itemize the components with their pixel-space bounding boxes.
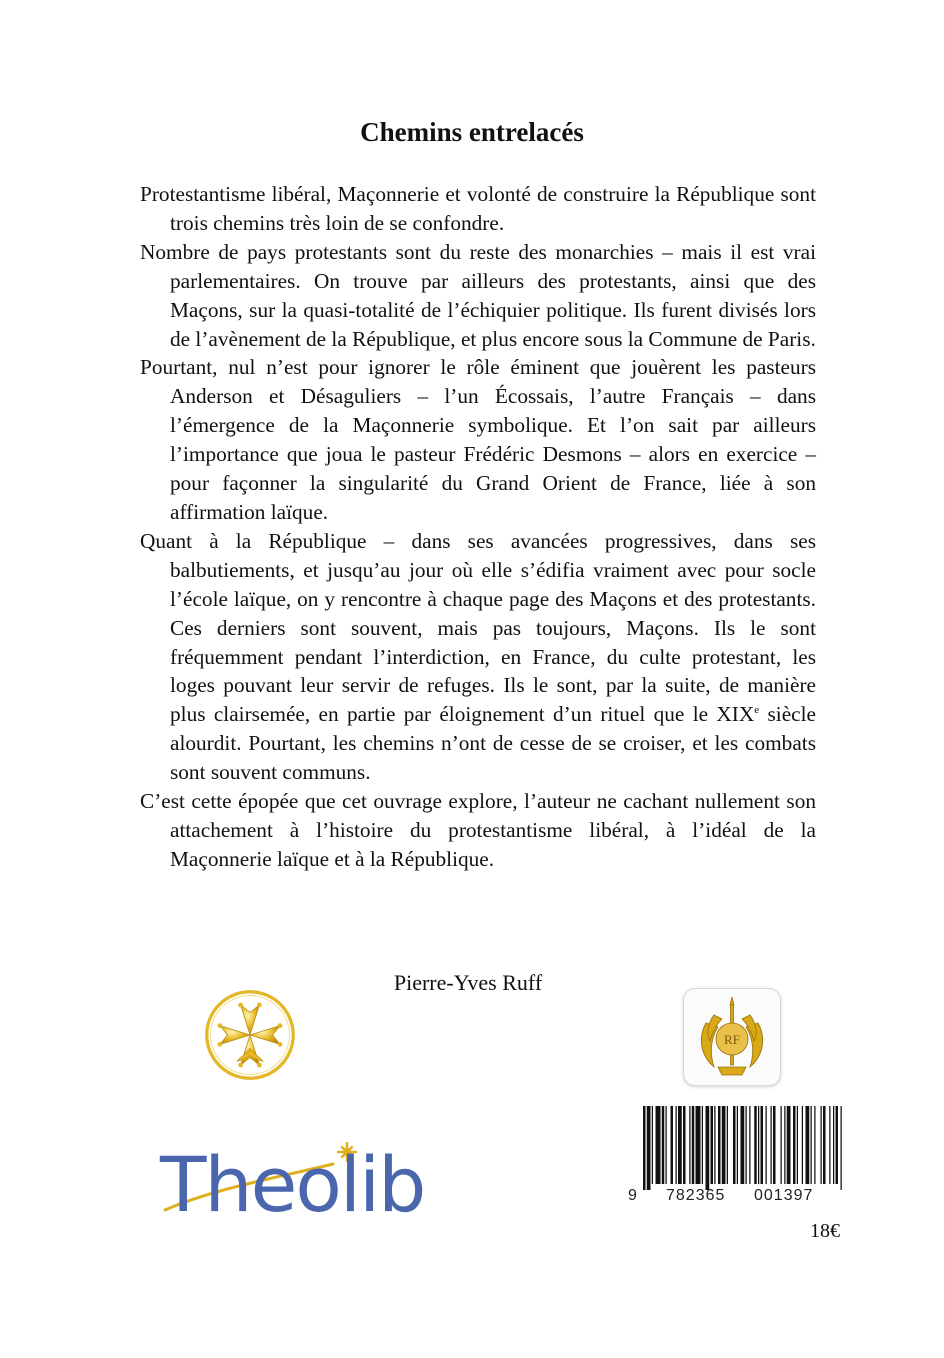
- barcode-first-digit: 9: [628, 1187, 638, 1204]
- barcode-bar: [771, 1106, 772, 1184]
- barcode-bar: [754, 1106, 757, 1184]
- paragraph-4-part-1: Quant à la République – dans ses avancées progressives, dans ses balbutiements, et jusqu’au jour où elle s’édifia vraiment avec pour socle l’école laïque, on y rencontre à chaque page des Maçons et des protestants. Ces derniers sont souvent, mais pas toujours, Maçons. Ils le sont fréquemment pendant l’interdiction, en France, du culte protestant, les loges pouvant leur servir de refuges. Ils le sont, par la suite, de manière plus clairsemée, en partie par éloignement d’un rituel que le: [140, 528, 816, 727]
- barcode-bar: [802, 1106, 803, 1184]
- publisher-logo-text: Theolib: [160, 1140, 425, 1229]
- paragraph-2: Nombre de pays protestants sont du reste des monarchies – mais il est vrai parlementaires. On trouve par ailleurs des protestants, ainsi que des Maçons, sur la quasi-totalité de l’échiquier politique. Ils furent divisés lors de l’avènement de la République, et plus encore sous la Commune de Paris.: [140, 239, 816, 351]
- barcode-bar: [733, 1106, 736, 1184]
- barcode-bar: [718, 1106, 721, 1184]
- barcode-right-digits: 001397: [754, 1187, 814, 1204]
- barcode-bar: [696, 1106, 701, 1184]
- barcode-bar: [683, 1106, 686, 1184]
- barcode-bar: [662, 1106, 665, 1184]
- barcode-bar: [781, 1106, 782, 1184]
- republic-emblem-icon: [692, 993, 772, 1081]
- barcode-bar: [656, 1106, 661, 1184]
- barcode-bar: [678, 1106, 682, 1184]
- barcode-bar: [652, 1106, 653, 1184]
- barcode-bar: [836, 1106, 839, 1184]
- barcode-bar: [823, 1106, 826, 1184]
- barcode-bar: [702, 1106, 703, 1184]
- barcode-bar: [758, 1106, 759, 1184]
- republic-emblem-letters: RF: [724, 1032, 740, 1047]
- price: 18€: [810, 1220, 840, 1242]
- barcode-bar: [793, 1106, 796, 1184]
- barcode-bar: [814, 1106, 815, 1184]
- barcode-bar: [647, 1106, 651, 1190]
- paragraph-1: Protestantisme libéral, Maçonnerie et volonté de construire la République sont trois chemins très loin de se confondre.: [140, 182, 816, 235]
- barcode-bar: [833, 1106, 834, 1184]
- barcode-bar: [766, 1106, 767, 1184]
- barcode-bar: [676, 1106, 677, 1184]
- barcode-bar: [671, 1106, 674, 1184]
- barcode-bar: [714, 1106, 715, 1184]
- barcode-bar: [806, 1106, 810, 1184]
- barcode-bar: [666, 1106, 667, 1184]
- barcode-bar: [841, 1106, 842, 1190]
- paragraph-4: [140, 527, 816, 787]
- paragraph-5: C’est cette épopée que cet ouvrage explore, l’auteur ne cachant nullement son attachement à l’histoire du protestantisme libéral, à l’idéal de la Maçonnerie laïque et à la République.: [140, 789, 816, 871]
- barcode-left-digits: 782365: [666, 1187, 726, 1204]
- barcode-bar: [773, 1106, 776, 1184]
- barcode-bar: [643, 1106, 646, 1190]
- barcode-bar: [821, 1106, 822, 1184]
- back-cover-text: [140, 180, 816, 874]
- century-numeral: XIX: [716, 702, 755, 727]
- barcode-bar: [746, 1106, 747, 1184]
- barcode-bar: [784, 1106, 785, 1184]
- barcode-bar: [711, 1106, 714, 1184]
- barcode-bar: [706, 1106, 710, 1190]
- paragraph-3: Pourtant, nul n’est pour ignorer le rôle éminent que jouèrent les pasteurs Anderson et Désaguliers – l’un Écossais, l’autre Français – dans l’émergence de la Maçonnerie symbolique. Et l’on sait par ailleurs l’importance que joua le pasteur Frédéric Desmons – alors en exercice – pour façonner la singularité du Grand Orient de France, liée à son affirmation laïque.: [140, 355, 816, 524]
- paragraph-4-part-2: siècle alourdit. Pourtant, les chemins n’ont de cesse de se croiser, et les combats sont souvent communs.: [170, 702, 816, 785]
- barcode-bar: [761, 1106, 764, 1184]
- barcode-bar: [749, 1106, 750, 1184]
- barcode-bar: [829, 1106, 830, 1184]
- barcode-bar: [689, 1106, 690, 1184]
- barcode-bar: [737, 1106, 738, 1184]
- republic-emblem: [683, 988, 781, 1086]
- barcode: [643, 1106, 845, 1190]
- barcode-bar: [741, 1106, 745, 1184]
- huguenot-cross-icon: [203, 988, 297, 1082]
- barcode-bar: [692, 1106, 695, 1184]
- barcode-bar: [727, 1106, 728, 1184]
- barcode-bar: [787, 1106, 791, 1184]
- book-title: Chemins entrelacés: [360, 117, 584, 147]
- barcode-bar: [797, 1106, 798, 1184]
- century-suffix: e: [754, 704, 760, 717]
- barcode-bar: [811, 1106, 812, 1184]
- author-name: Pierre-Yves Ruff: [393, 970, 543, 995]
- barcode-bar: [722, 1106, 726, 1184]
